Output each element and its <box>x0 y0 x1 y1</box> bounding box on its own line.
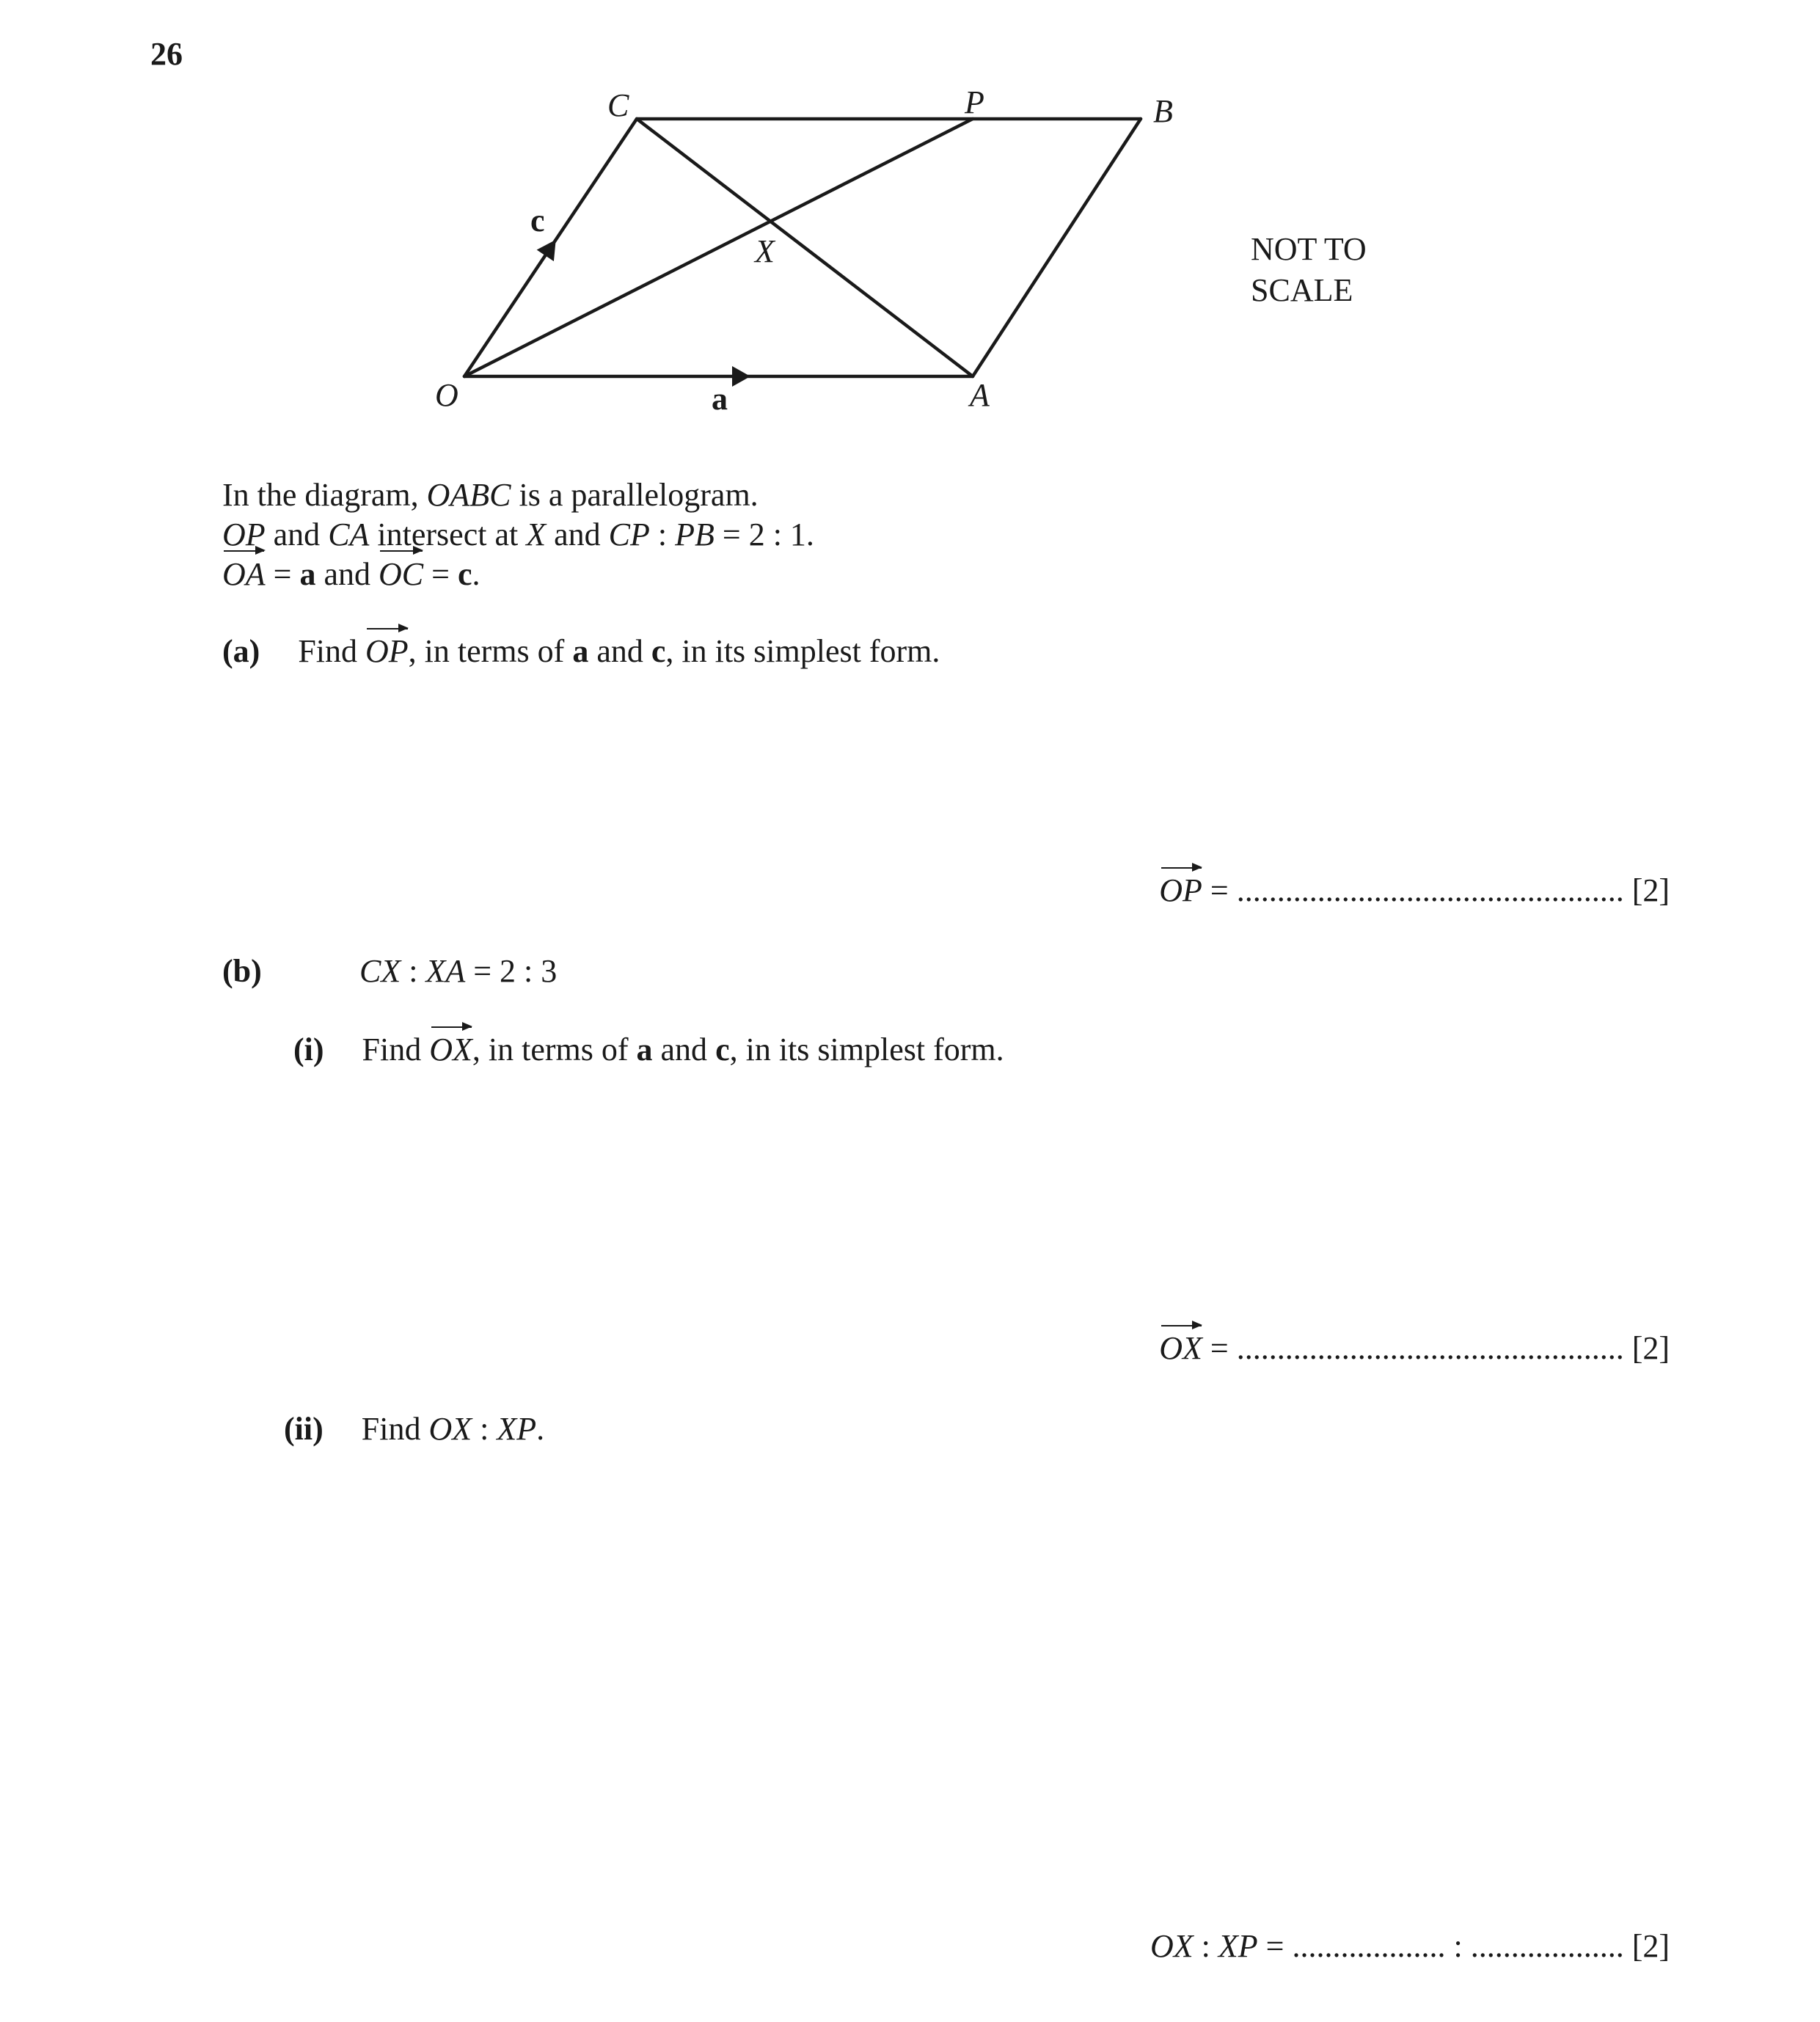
ratio-blank-left: ................... <box>1292 1928 1446 1964</box>
page-number: 26 <box>150 36 183 72</box>
part-a-answer-line[interactable]: OP = ................................................ [2] <box>1159 872 1670 908</box>
part-b-ii-answer-line[interactable]: OX : XP = ................... : ................... [2] <box>1150 1928 1670 1964</box>
label-O: O <box>435 377 458 413</box>
part-b-label: (b) <box>222 953 262 989</box>
line-CA <box>637 119 973 376</box>
part-b-ii-question: (ii) Find OX : XP. <box>284 1411 545 1447</box>
question-intro <box>222 475 814 594</box>
part-b-i-marks: [2] <box>1631 1330 1670 1366</box>
part-b-ii-marks: [2] <box>1631 1928 1670 1964</box>
part-b-given-ratio: CX : XA = 2 : 3 <box>359 953 558 989</box>
arrow-a <box>732 366 750 387</box>
part-b-i-question: (i) Find OX, in terms of a and c, in its simplest form. <box>293 1032 1004 1067</box>
label-C: C <box>607 87 629 123</box>
label-X: X <box>755 233 775 269</box>
label-A: A <box>970 377 990 413</box>
part-a-marks: [2] <box>1631 872 1670 908</box>
parallelogram-diagram <box>0 0 1820 455</box>
part-b-i-answer-line[interactable]: OX = ................................................ [2] <box>1159 1330 1670 1366</box>
line-OP <box>464 119 973 376</box>
not-to-scale-note: NOT TO SCALE <box>1251 231 1367 308</box>
arrow-c <box>537 240 556 261</box>
part-a-question: (a) Find OP, in terms of a and c, in its simplest form. <box>222 633 940 669</box>
side-AB <box>973 119 1141 376</box>
ratio-blank-right: ................... <box>1470 1928 1624 1964</box>
intro-line-3: OA = a and OC = c. <box>222 555 814 594</box>
label-vector-a: a <box>712 381 728 417</box>
label-P: P <box>965 84 984 120</box>
label-vector-c: c <box>530 202 545 238</box>
label-B: B <box>1153 93 1173 129</box>
intro-line-2: OP and CA intersect at X and CP : PB = 2 : 1. <box>222 517 814 552</box>
intro-line-1: In the diagram, OABC is a parallelogram. <box>222 477 759 513</box>
